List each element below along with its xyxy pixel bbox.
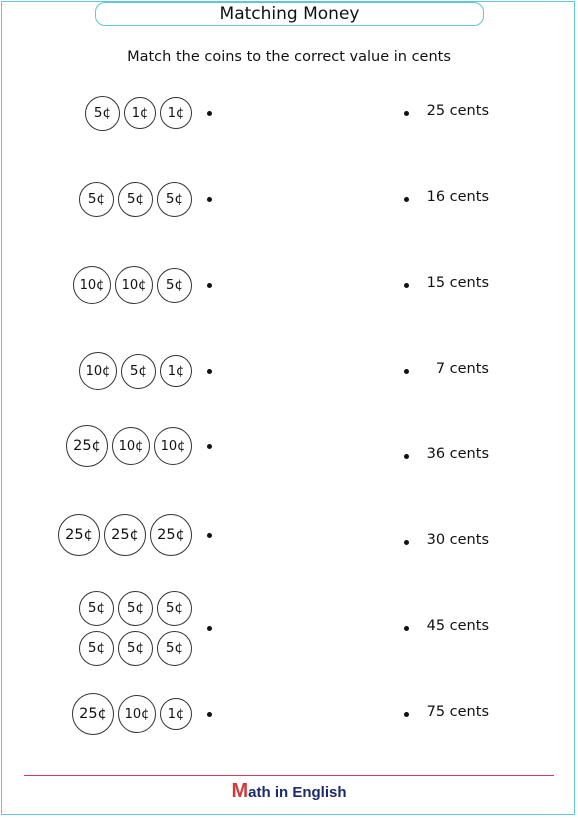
- match-dot-left[interactable]: [207, 111, 212, 116]
- match-dot-left[interactable]: [207, 444, 212, 449]
- footer-divider: [24, 775, 554, 776]
- instructions: Match the coins to the correct value in cents: [127, 49, 451, 65]
- coin: 5¢: [157, 182, 192, 217]
- coin: 5¢: [157, 631, 192, 666]
- cents-value: 16 cents: [426, 189, 489, 205]
- match-dot-left[interactable]: [207, 283, 212, 288]
- coin: 1¢: [160, 698, 192, 730]
- brand-logo: [0, 780, 578, 803]
- coin: 25¢: [104, 514, 146, 556]
- coin: 5¢: [157, 268, 192, 303]
- cents-value: 15 cents: [426, 275, 489, 291]
- coin: 25¢: [66, 425, 108, 467]
- match-dot-right[interactable]: [404, 111, 409, 116]
- cents-value: 36 cents: [426, 446, 489, 462]
- coin: 25¢: [72, 693, 114, 735]
- cents-value: 75 cents: [426, 704, 489, 720]
- coin: 1¢: [160, 355, 192, 387]
- coin: 10¢: [118, 695, 156, 733]
- cents-value: 30 cents: [426, 532, 489, 548]
- coin: 5¢: [118, 591, 153, 626]
- coin: 10¢: [79, 352, 117, 390]
- coin: 5¢: [118, 631, 153, 666]
- cents-value: 25 cents: [426, 103, 489, 119]
- match-dot-left[interactable]: [207, 197, 212, 202]
- match-dot-right[interactable]: [404, 712, 409, 717]
- coin: 10¢: [112, 427, 150, 465]
- cents-value: 45 cents: [426, 618, 489, 634]
- cents-value: 7 cents: [435, 361, 489, 377]
- brand-text: ath in English: [248, 784, 347, 801]
- coin: 25¢: [58, 514, 100, 556]
- match-dot-right[interactable]: [404, 540, 409, 545]
- coin: 10¢: [154, 427, 192, 465]
- coin: 5¢: [157, 591, 192, 626]
- match-dot-right[interactable]: [404, 197, 409, 202]
- brand-m: M: [231, 780, 249, 802]
- coin: 1¢: [160, 97, 192, 129]
- coin: 5¢: [79, 631, 114, 666]
- coin: 1¢: [124, 97, 156, 129]
- match-dot-right[interactable]: [404, 369, 409, 374]
- match-dot-right[interactable]: [404, 283, 409, 288]
- match-dot-right[interactable]: [404, 454, 409, 459]
- coin: 5¢: [118, 182, 153, 217]
- match-dot-right[interactable]: [404, 626, 409, 631]
- coin: 5¢: [79, 591, 114, 626]
- match-dot-left[interactable]: [207, 533, 212, 538]
- match-dot-left[interactable]: [207, 626, 212, 631]
- coin: 5¢: [121, 354, 156, 389]
- coin: 5¢: [79, 182, 114, 217]
- coin: 10¢: [115, 266, 153, 304]
- coin: 5¢: [85, 96, 120, 131]
- match-dot-left[interactable]: [207, 712, 212, 717]
- coin: 10¢: [73, 266, 111, 304]
- page-title: Matching Money: [95, 2, 484, 26]
- coin: 25¢: [150, 514, 192, 556]
- match-dot-left[interactable]: [207, 369, 212, 374]
